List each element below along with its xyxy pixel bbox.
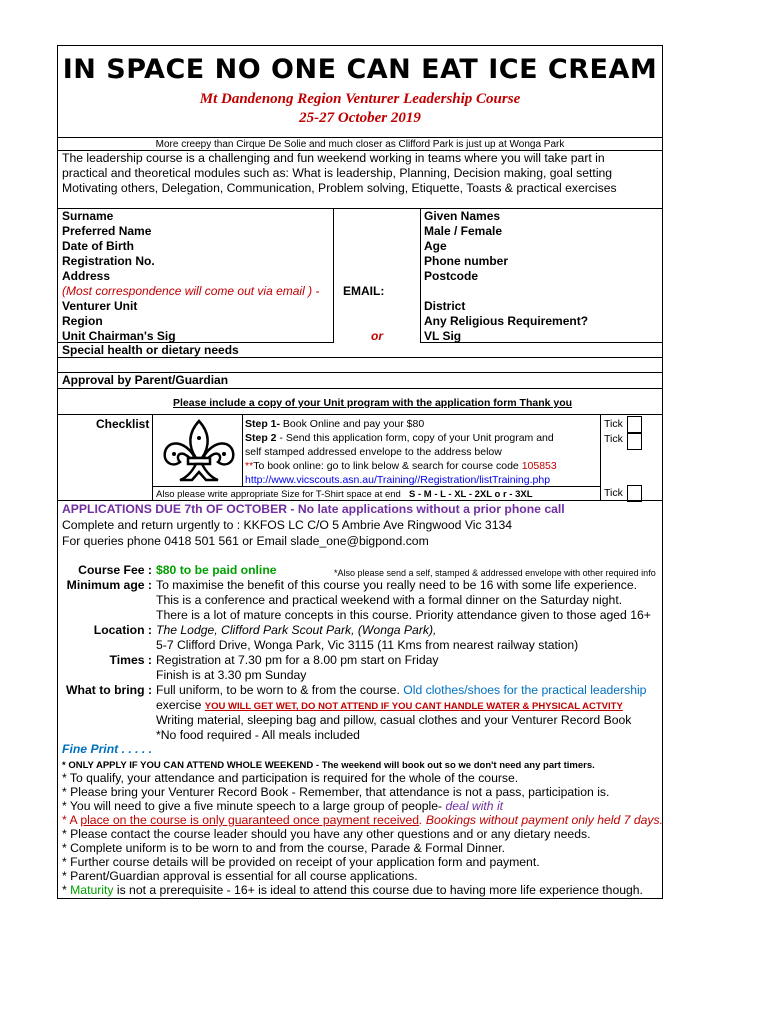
times-label: Times :	[109, 653, 152, 667]
course-name: Mt Dandenong Region Venturer Leadership Course	[199, 91, 521, 107]
phone-field[interactable]: Phone number	[424, 254, 509, 268]
bring-text: Full uniform, to be worn to & from the course.	[156, 683, 404, 697]
bring-text: exercise	[156, 698, 205, 712]
fine-print-heading: Fine Print . . . . .	[62, 742, 153, 756]
program-notice: Please include a copy of your Unit program with the application form Thank you	[173, 397, 573, 409]
bring-text-blue: Old clothes/shoes for the practical leadership	[403, 683, 647, 697]
intro-text	[62, 151, 658, 196]
tick-label: Tick	[604, 418, 623, 430]
tick-checkbox[interactable]	[627, 485, 642, 502]
fee-value: $80 to be paid online	[156, 563, 277, 577]
dob-field[interactable]: Date of Birth	[62, 239, 134, 253]
tick-checkbox[interactable]	[627, 433, 642, 450]
divider	[242, 414, 243, 486]
divider	[152, 414, 153, 500]
divider	[333, 208, 334, 343]
fee-note: *Also please send a self, stamped & addressed envelope with other required info	[334, 568, 656, 578]
bring-line: *No food required - All meals included	[156, 728, 360, 742]
fine-text: * A	[62, 813, 81, 827]
times-line: Finish is at 3.30 pm Sunday	[156, 668, 307, 682]
tagline: More creepy than Cirque De Solie and much closer as Clifford Park is just up at Wonga Park	[57, 137, 663, 151]
step2-text: - Send this application form, copy of your Unit program and	[276, 432, 554, 444]
correspondence-note: (Most correspondence will come out via email ) -	[62, 284, 320, 298]
step2-label: Step 2	[245, 432, 277, 444]
fine-line	[62, 799, 503, 813]
fine-line	[62, 883, 643, 897]
approval-field[interactable]: Approval by Parent/Guardian	[62, 373, 229, 387]
fine-line: * Further course details will be provided on receipt of your application form and payment.	[62, 855, 540, 869]
location-line: 5-7 Clifford Drive, Wonga Park, Vic 3115 (11 Kms from nearest railway station)	[156, 638, 579, 652]
step1-text: Book Online and pay your $80	[280, 418, 425, 430]
fine-text-italic: . Bookings without payment only held 7 days.	[419, 813, 663, 827]
health-field[interactable]: Special health or dietary needs	[62, 343, 239, 357]
tick-label: Tick	[604, 487, 623, 499]
gender-field[interactable]: Male / Female	[424, 224, 503, 238]
tick-label: Tick	[604, 433, 623, 445]
fee-label: Course Fee :	[78, 563, 152, 577]
fine-line: * Please bring your Venturer Record Book - Remember, that attendance is not a pass, participation is.	[62, 785, 610, 799]
fine-text-underline: place on the course is only guaranteed once payment received	[80, 813, 420, 827]
fine-text: *	[62, 883, 71, 897]
bring-line	[156, 683, 646, 698]
age-line: This is a conference and practical weekend with a formal dinner on the Saturday night.	[156, 593, 623, 607]
tshirt-sizes: S - M - L - XL - 2XL o r - 3XL	[409, 489, 533, 500]
step1-label: Step 1-	[245, 418, 281, 430]
divider	[57, 388, 663, 389]
book-prefix: **	[245, 460, 254, 472]
page-title: IN SPACE NO ONE CAN EAT ICE CREAM	[62, 54, 658, 85]
step-1	[245, 417, 600, 432]
tick-checkbox[interactable]	[627, 416, 642, 433]
fine-line: * To qualify, your attendance and participation is required for the whole of the course.	[62, 771, 519, 785]
course-dates: 25-27 October 2019	[299, 110, 421, 126]
unit-field[interactable]: Venturer Unit	[62, 299, 138, 313]
step-2	[245, 431, 600, 446]
religious-field[interactable]: Any Religious Requirement?	[424, 314, 589, 328]
or-label: or	[371, 329, 383, 343]
fleur-de-lis-icon	[158, 418, 240, 484]
warning-text: YOU WILL GET WET, DO NOT ATTEND IF YOU CANT HANDLE WATER & PHYSICAL ACTVITY	[204, 701, 623, 712]
registration-field[interactable]: Registration No.	[62, 254, 155, 268]
min-age-label: Minimum age :	[66, 578, 152, 592]
region-field[interactable]: Region	[62, 314, 103, 328]
fine-line: * Please contact the course leader should you have any other questions and or any dietary needs.	[62, 827, 591, 841]
divider	[57, 414, 663, 415]
age-field[interactable]: Age	[424, 239, 447, 253]
checklist-label: Checklist	[96, 417, 150, 431]
vl-sig-field[interactable]: VL Sig	[424, 329, 462, 343]
fine-text: * You will need to give a five minute speech to a large group of people-	[62, 799, 446, 813]
surname-field[interactable]: Surname	[62, 209, 114, 223]
book-text: To book online: go to link below & search for course code	[253, 460, 522, 472]
email-field[interactable]: EMAIL:	[343, 284, 385, 298]
return-address: Complete and return urgently to : KKFOS LC C/O 5 Ambrie Ave Ringwood Vic 3134	[62, 518, 513, 532]
times-line: Registration at 7.30 pm for a 8.00 pm start on Friday	[156, 653, 439, 667]
fine-line	[62, 813, 663, 827]
book-online	[245, 459, 600, 474]
fine-line: * ONLY APPLY IF YOU CAN ATTEND WHOLE WEEKEND - The weekend will book out so we don't need any part timers.	[62, 760, 595, 771]
intro-line: practical and theoretical modules such as: What is leadership, Planning, Decision making, goal setting	[62, 166, 613, 180]
district-field[interactable]: District	[424, 299, 466, 313]
course-code: 105853	[521, 460, 557, 472]
applications-due: APPLICATIONS DUE 7th OF OCTOBER - No late applications without a prior phone call	[62, 502, 565, 516]
divider	[600, 414, 601, 500]
bring-line	[156, 698, 623, 714]
preferred-name-field[interactable]: Preferred Name	[62, 224, 152, 238]
fine-line: * Complete uniform is to be worn to and from the course, Parade & Formal Dinner.	[62, 841, 506, 855]
intro-line: Motivating others, Delegation, Communication, Problem solving, Etiquette, Toasts & practical exercises	[62, 181, 617, 195]
tshirt-note: Also please write appropriate Size for T-Shirt space at end	[156, 489, 401, 500]
given-names-field[interactable]: Given Names	[424, 209, 501, 223]
fine-text: is not a prerequisite - 16+ is ideal to attend this course due to having more life experience though.	[113, 883, 643, 897]
postcode-field[interactable]: Postcode	[424, 269, 479, 283]
age-line: There is a lot of mature concepts in this course. Priority attendance given to those aged 16+	[156, 608, 651, 622]
bring-line: Writing material, sleeping bag and pillow, casual clothes and your Venturer Record Book	[156, 713, 632, 727]
fine-text-green: Maturity	[70, 883, 114, 897]
bring-label: What to bring :	[66, 683, 152, 697]
age-line: To maximise the benefit of this course you really need to be 16 with some life experience.	[156, 578, 637, 592]
queries: For queries phone 0418 501 561 or Email slade_one@bigpond.com	[62, 534, 429, 548]
location-line: The Lodge, Clifford Park Scout Park, (Wonga Park),	[156, 623, 437, 637]
chairman-sig-field[interactable]: Unit Chairman's Sig	[62, 329, 176, 343]
fine-text-purple: deal with it	[445, 799, 504, 813]
step-2-cont: self stamped addressed envelope to the address below	[245, 446, 502, 458]
address-field[interactable]: Address	[62, 269, 111, 283]
booking-link[interactable]: http://www.vicscouts.asn.au/Training//Registration/listTraining.php	[245, 474, 551, 486]
fine-line: * Parent/Guardian approval is essential for all course applications.	[62, 869, 418, 883]
intro-line: The leadership course is a challenging and fun weekend working in teams where you will take part in	[62, 151, 605, 165]
location-label: Location :	[93, 623, 152, 637]
divider	[420, 208, 421, 343]
